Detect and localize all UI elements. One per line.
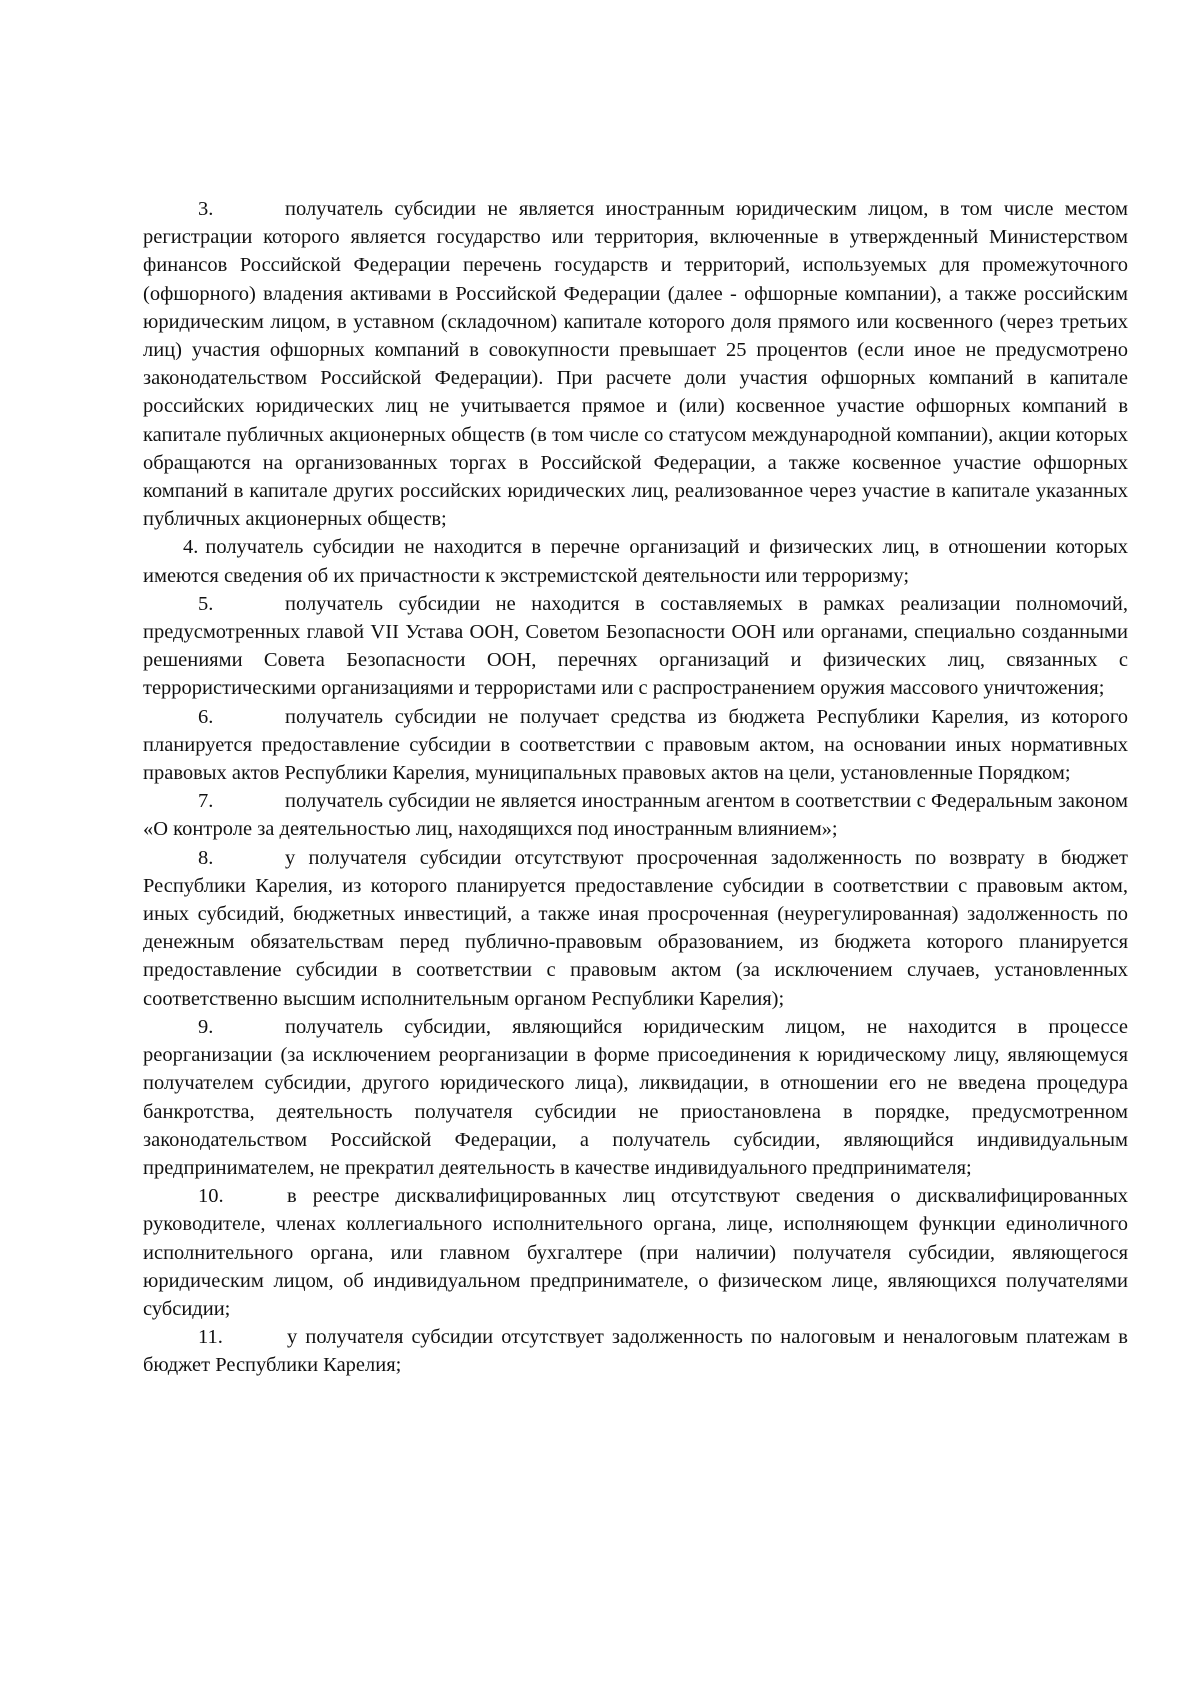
item-number: 9. (198, 1015, 214, 1038)
list-item (143, 195, 1128, 533)
item-text: у получателя субсидии отсутствуют просроченная задолженность по возврату в бюджет Республики Карелия, из которого планируется предоставление субсидии в соответствии с правовым актом, иных субсидий, бюджетных инвестиций, а также иная просроченная (неурегулированная) задолженность по денежным обязательствам перед публично-правовым образованием, из бюджета которого планируется предоставление субсидии в соответствии с правовым актом (за исключением случаев, установленных соответственно высшим исполнительным органом Республики Карелия); (143, 846, 1128, 1010)
item-number: 5. (198, 592, 214, 615)
item-text: у получателя субсидии отсутствует задолженность по налоговым и неналоговым платежам в бюджет Республики Карелия; (143, 1326, 1128, 1377)
item-text: в реестре дисквалифицированных лиц отсутствуют сведения о дисквалифицированных руководителе, членах коллегиального исполнительного органа, лице, исполняющем функции единоличного исполнительного органа, или главном бухгалтере (при наличии) получателя субсидии, являющегося юридическим лицом, об индивидуальном предпринимателе, о физическом лице, являющихся получателями субсидии; (143, 1185, 1128, 1320)
item-text: получатель субсидии не является иностранным юридическим лицом, в том числе местом регистрации которого является государство или территория, включенные в утвержденный Министерством финансов Российской Федерации перечень государств и территорий, используемых для промежуточного (офшорного) владения активами в Российской Федерации (далее - офшорные компании), а также российским юридическим лицом, в уставном (складочном) капитале которого доля прямого или косвенного (через третьих лиц) участия офшорных компаний в совокупности превышает 25 процентов (если иное не предусмотрено законодательством Российской Федерации). При расчете доли участия офшорных компаний в капитале российских юридических лиц не учитывается прямое и (или) косвенное участие офшорных компаний в капитале публичных акционерных обществ (в том числе со статусом международной компании), акции которых обращаются на организованных торгах в Российской Федерации, а также косвенное участие офшорных компаний в капитале других российских юридических лиц, реализованное через участие в капитале указанных публичных акционерных обществ; (143, 198, 1128, 531)
list-item (143, 703, 1128, 788)
list-item (143, 1323, 1128, 1379)
list-item (143, 1182, 1128, 1323)
list-item (143, 844, 1128, 1013)
item-number: 7. (198, 790, 214, 813)
item-number: 11. (198, 1326, 223, 1349)
item-number: 4. (183, 536, 199, 559)
item-text: получатель субсидии не находится в составляемых в рамках реализации полномочий, предусмотренных главой VII Устава ООН, Советом Безопасности ООН или органами, специально созданными решениями Совета Безопасности ООН, перечнях организаций и физических лиц, связанных с террористическими организациями и террористами или с распространением оружия массового уничтожения; (143, 592, 1128, 700)
list-item (143, 1013, 1128, 1182)
item-number: 8. (198, 846, 214, 869)
list-item (143, 590, 1128, 703)
document-body (143, 195, 1128, 1380)
item-number: 10. (198, 1185, 224, 1208)
item-text: получатель субсидии, являющийся юридическим лицом, не находится в процессе реорганизации (за исключением реорганизации в форме присоединения к юридическому лицу, являющемуся получателем субсидии, другого юридического лица), ликвидации, в отношении его не введена процедура банкротства, деятельность получателя субсидии не приостановлена в порядке, предусмотренном законодательством Российской Федерации, а получатель субсидии, являющийся индивидуальным предпринимателем, не прекратил деятельность в качестве индивидуального предпринимателя; (143, 1015, 1128, 1179)
item-text: получатель субсидии не является иностранным агентом в соответствии с Федеральным законом «О контроле за деятельностью лиц, находящихся под иностранным влиянием»; (143, 790, 1128, 841)
item-text: получатель субсидии не получает средства из бюджета Республики Карелия, из которого планируется предоставление субсидии в соответствии с правовым актом, на основании иных нормативных правовых актов Республики Карелия, муниципальных правовых актов на цели, установленные Порядком; (143, 705, 1128, 785)
item-number: 6. (198, 705, 214, 728)
item-number: 3. (198, 198, 214, 220)
list-item (143, 787, 1128, 843)
list-item (143, 533, 1128, 589)
item-text: получатель субсидии не находится в перечне организаций и физических лиц, в отношении которых имеются сведения об их причастности к экстремистской деятельности или терроризму; (143, 536, 1128, 587)
